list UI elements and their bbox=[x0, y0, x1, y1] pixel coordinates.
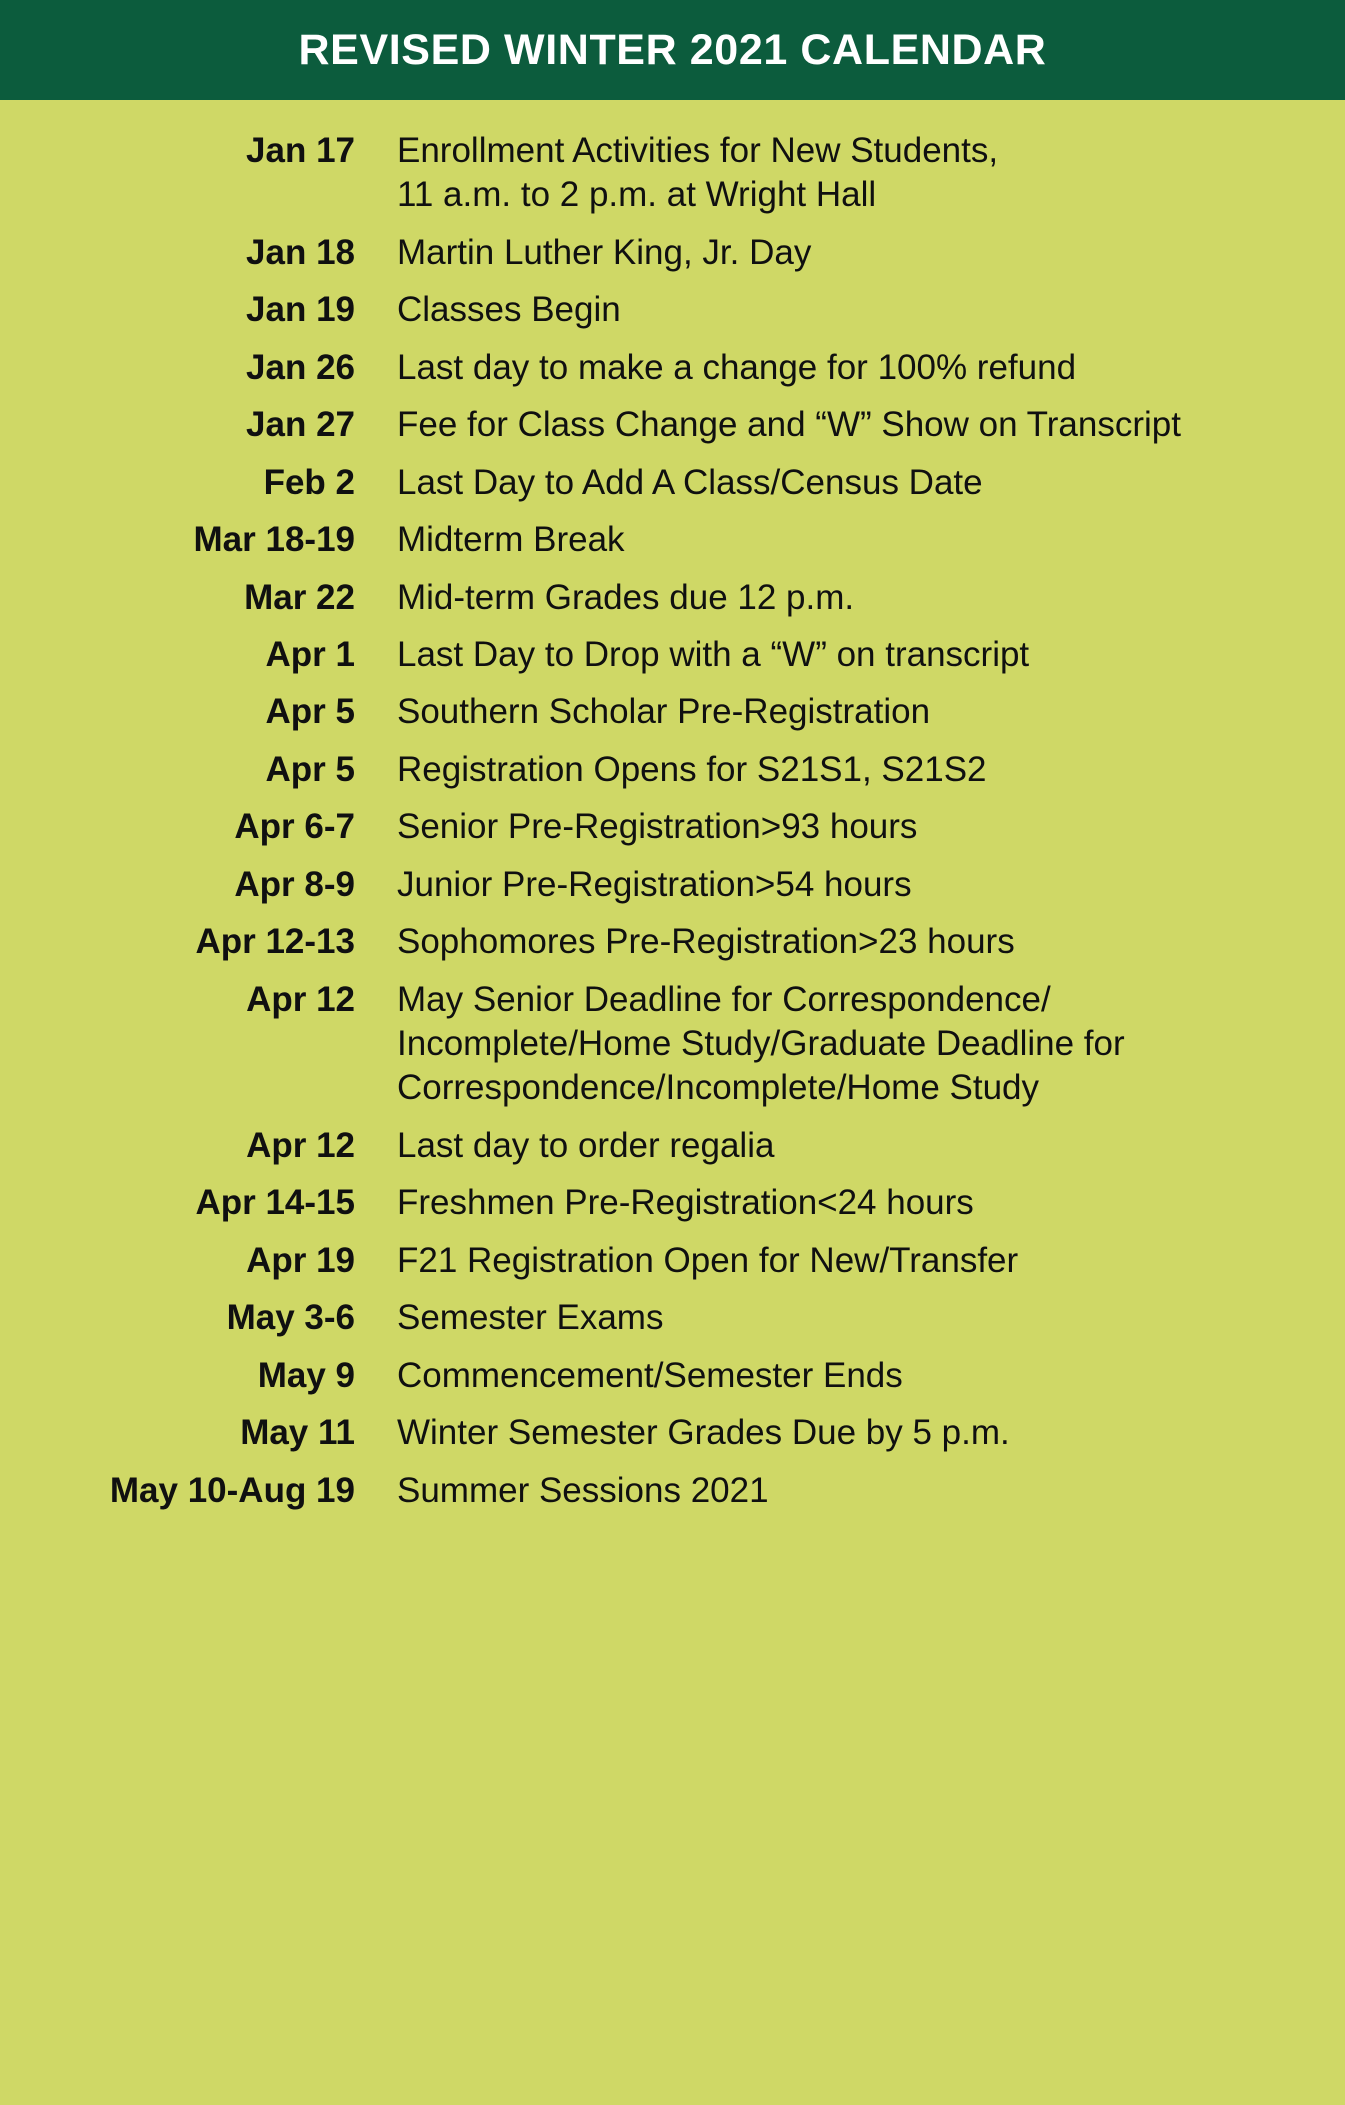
calendar-description bbox=[355, 805, 917, 849]
calendar-row bbox=[0, 690, 1345, 734]
calendar-row bbox=[0, 1469, 1345, 1513]
calendar-date: Mar 22 bbox=[244, 577, 355, 617]
calendar-description-line: Registration Opens for S21S1, S21S2 bbox=[397, 749, 987, 789]
calendar-row bbox=[0, 863, 1345, 907]
calendar-row bbox=[0, 1181, 1345, 1225]
calendar-date: Apr 8-9 bbox=[234, 864, 355, 904]
calendar-row bbox=[0, 1411, 1345, 1455]
calendar-description-line: Last Day to Add A Class/Census Date bbox=[397, 462, 983, 502]
calendar-description-line: Midterm Break bbox=[397, 520, 625, 560]
calendar-description bbox=[355, 690, 930, 734]
page-title: REVISED WINTER 2021 CALENDAR bbox=[298, 25, 1047, 74]
calendar-date: Feb 2 bbox=[263, 462, 355, 502]
calendar-date: Apr 12 bbox=[246, 979, 355, 1019]
calendar-date: May 10-Aug 19 bbox=[109, 1470, 355, 1510]
calendar-row bbox=[0, 518, 1345, 562]
calendar-description-line: Senior Pre-Registration>93 hours bbox=[397, 807, 918, 847]
calendar-description bbox=[355, 863, 912, 907]
calendar-description bbox=[355, 1124, 774, 1168]
calendar-description bbox=[355, 403, 1181, 447]
calendar-row bbox=[0, 920, 1345, 964]
calendar-date: Apr 6-7 bbox=[234, 807, 355, 847]
calendar-date: Jan 19 bbox=[246, 290, 355, 330]
calendar-description-line: Semester Exams bbox=[397, 1298, 664, 1338]
calendar-description-line: Last day to order regalia bbox=[397, 1125, 775, 1165]
calendar-description-line: Martin Luther King, Jr. Day bbox=[397, 232, 812, 272]
calendar-description bbox=[355, 1411, 1010, 1455]
calendar-row bbox=[0, 231, 1345, 275]
calendar-date: May 3-6 bbox=[226, 1298, 355, 1338]
calendar-date: Jan 27 bbox=[246, 405, 355, 445]
calendar-description-line: Freshmen Pre-Registration<24 hours bbox=[397, 1183, 974, 1223]
calendar-description bbox=[355, 920, 1015, 964]
calendar-date: Apr 12-13 bbox=[195, 922, 355, 962]
calendar-description bbox=[355, 129, 998, 218]
calendar-description bbox=[355, 633, 1029, 677]
calendar-date: Jan 18 bbox=[246, 232, 355, 272]
calendar-description-line: Fee for Class Change and “W” Show on Transcript bbox=[397, 405, 1181, 445]
calendar-date: Mar 18-19 bbox=[193, 520, 355, 560]
calendar-row bbox=[0, 1296, 1345, 1340]
calendar-list bbox=[0, 107, 1345, 1513]
calendar-description-line: Summer Sessions 2021 bbox=[397, 1470, 769, 1510]
calendar-row bbox=[0, 1354, 1345, 1398]
calendar-description-line: Commencement/Semester Ends bbox=[397, 1355, 903, 1395]
calendar-description-line: Correspondence/Incomplete/Home Study bbox=[397, 1068, 1040, 1108]
calendar-description-line: Classes Begin bbox=[397, 290, 621, 330]
calendar-description-line: Junior Pre-Registration>54 hours bbox=[397, 864, 912, 904]
calendar-date: Jan 17 bbox=[246, 131, 355, 170]
calendar-description-line: Last day to make a change for 100% refund bbox=[397, 347, 1077, 387]
calendar-description bbox=[355, 518, 625, 562]
calendar-description bbox=[355, 576, 854, 620]
calendar-description-line: Incomplete/Home Study/Graduate Deadline for bbox=[397, 1024, 1125, 1063]
calendar-row bbox=[0, 346, 1345, 390]
calendar-date: Apr 12 bbox=[246, 1125, 355, 1165]
calendar-description bbox=[355, 288, 621, 332]
calendar-row bbox=[0, 288, 1345, 332]
calendar-date: May 9 bbox=[257, 1355, 355, 1395]
calendar-description-line: Last Day to Drop with a “W” on transcript bbox=[397, 634, 1030, 674]
calendar-description-line: 11 a.m. to 2 p.m. at Wright Hall bbox=[397, 175, 877, 215]
calendar-date: Apr 5 bbox=[265, 692, 355, 732]
calendar-date: Apr 5 bbox=[265, 749, 355, 789]
calendar-date: Apr 19 bbox=[246, 1240, 355, 1280]
calendar-row bbox=[0, 978, 1345, 1111]
calendar-description bbox=[355, 1239, 1018, 1283]
calendar-description-line: Southern Scholar Pre-Registration bbox=[397, 692, 931, 732]
calendar-description bbox=[355, 346, 1076, 390]
page-header bbox=[0, 0, 1345, 100]
calendar-description-line: Enrollment Activities for New Students, bbox=[397, 131, 999, 170]
calendar-description bbox=[355, 1469, 769, 1513]
calendar-date: Apr 14-15 bbox=[195, 1183, 355, 1223]
calendar-row bbox=[0, 403, 1345, 447]
calendar-date: May 11 bbox=[240, 1413, 355, 1453]
calendar-description bbox=[355, 1181, 974, 1225]
calendar-date: Apr 1 bbox=[265, 634, 355, 674]
calendar-description bbox=[355, 231, 811, 275]
calendar-row bbox=[0, 576, 1345, 620]
calendar-description bbox=[355, 978, 1125, 1111]
header-divider bbox=[0, 100, 1345, 107]
calendar-description-line: Sophomores Pre-Registration>23 hours bbox=[397, 922, 1015, 962]
calendar-row bbox=[0, 129, 1345, 218]
calendar-row bbox=[0, 1124, 1345, 1168]
calendar-date: Jan 26 bbox=[246, 347, 355, 387]
calendar-description-line: Mid-term Grades due 12 p.m. bbox=[397, 577, 855, 617]
calendar-description bbox=[355, 461, 983, 505]
calendar-description bbox=[355, 748, 987, 792]
calendar-description bbox=[355, 1296, 663, 1340]
calendar-description-line: May Senior Deadline for Correspondence/ bbox=[397, 979, 1051, 1019]
calendar-description bbox=[355, 1354, 903, 1398]
calendar-row bbox=[0, 805, 1345, 849]
calendar-row bbox=[0, 1239, 1345, 1283]
calendar-row bbox=[0, 748, 1345, 792]
calendar-description-line: F21 Registration Open for New/Transfer bbox=[397, 1240, 1019, 1280]
calendar-row bbox=[0, 461, 1345, 505]
calendar-description-line: Winter Semester Grades Due by 5 p.m. bbox=[397, 1413, 1010, 1453]
calendar-row bbox=[0, 633, 1345, 677]
